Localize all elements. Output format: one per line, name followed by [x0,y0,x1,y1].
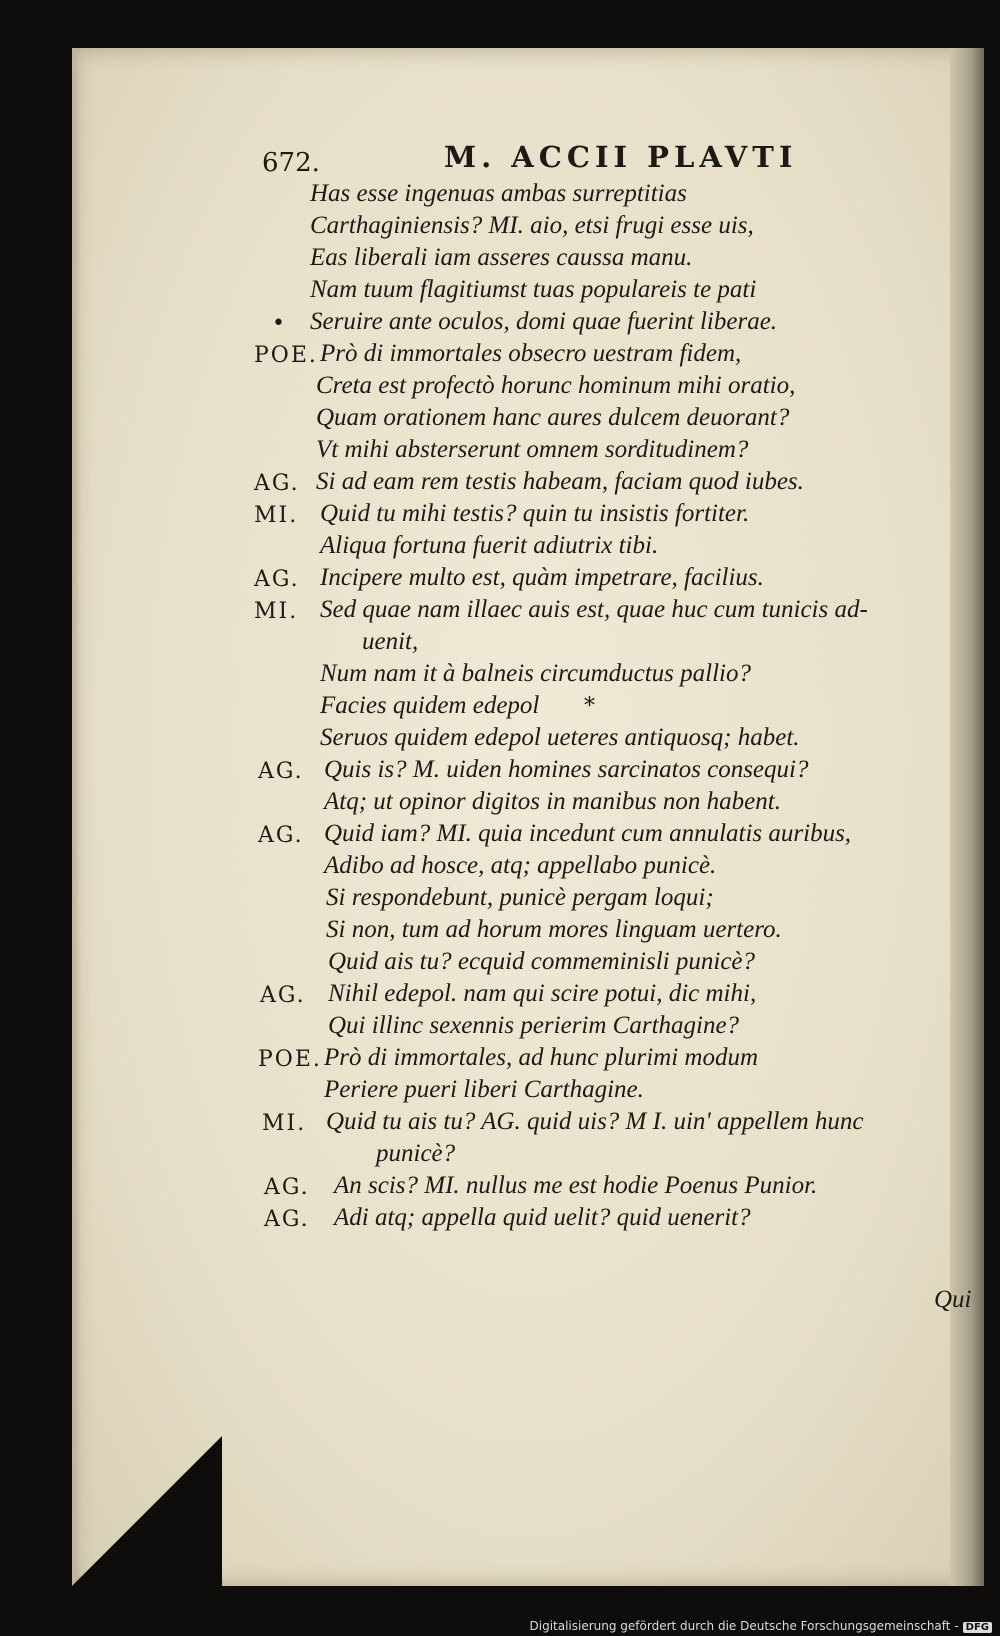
verse-line: Num nam it à balneis circumductus pallio? [320,660,751,687]
verse-line: Seruos quidem edepol ueteres antiquosq; habet. [320,724,800,751]
verse-line: Prò di immortales obsecro uestram fidem, [320,340,742,367]
verse-line: Vt mihi absterserunt omnem sorditudinem? [316,436,749,463]
verse-line: Periere pueri liberi Carthagine. [324,1076,644,1103]
verse-line: Incipere multo est, quàm impetrare, facilius. [320,564,764,591]
speaker-label: MI. [262,1111,307,1136]
catchword: Qui [934,1286,972,1313]
verse-line: Creta est profectò horunc hominum mihi oratio, [316,372,796,399]
verse-line: Quis is? M. uiden homines sarcinatos consequi? [324,756,809,783]
running-head: M. ACCII PLAVTI [444,140,798,174]
verse-line: Adibo ad hosce, atq; appellabo punicè. [324,852,717,879]
speaker-label: AG. [264,1175,310,1200]
footer-text: Digitalisierung gefördert durch die Deutsche Forschungsgemeinschaft - [529,1619,959,1633]
page-gutter [72,48,80,1586]
book-spine [950,48,984,1586]
verse-line: Eas liberali iam asseres caussa manu. [310,244,693,271]
verse-line: Qui illinc sexennis perierim Carthagine? [328,1012,740,1039]
speaker-label: AG. [258,759,304,784]
bullet-mark: • [272,311,287,336]
verse-line: Atq; ut opinor digitos in manibus non habent. [324,788,781,815]
speaker-label: MI. [254,503,299,528]
speaker-label: AG. [254,567,300,592]
verse-line: Quid iam? MI. quia incedunt cum annulatis auribus, [324,820,852,847]
verse-line: Si respondebunt, punicè pergam loqui; [326,884,714,911]
verse-line: Quid tu ais tu? AG. quid uis? M I. uin' appellem hunc [326,1108,864,1135]
verse-line: Adi atq; appella quid uelit? quid uenerit? [334,1204,751,1231]
verse-line: Si ad eam rem testis habeam, faciam quod iubes. [316,468,804,495]
speaker-label: AG. [258,823,304,848]
asterisk-mark: * [584,694,597,719]
speaker-label: POE. [258,1047,322,1072]
verse-line: An scis? MI. nullus me est hodie Poenus Punior. [334,1172,818,1199]
verse-line: Quid ais tu? ecquid commeminisli punicè? [328,948,756,975]
verse-line: Carthaginiensis? MI. aio, etsi frugi esse uis, [310,212,754,239]
verse-line: Sed quae nam illaec auis est, quae huc cum tunicis ad- [320,596,868,623]
verse-line: Nam tuum flagitiumst tuas populareis te pati [310,276,757,303]
book-page [72,48,984,1586]
verse-line: Seruire ante oculos, domi quae fuerint liberae. [310,308,778,335]
verse-line: uenit, [362,628,419,655]
speaker-label: POE. [254,343,318,368]
page-header [72,140,984,180]
speaker-label: AG. [254,471,300,496]
page-number: 672. [262,148,320,178]
verse-line: Quid tu mihi testis? quin tu insistis fortiter. [320,500,750,527]
verse-line: Facies quidem edepol [320,692,540,719]
speaker-label: AG. [264,1207,310,1232]
verse-line: punicè? [376,1140,456,1167]
verse-line: Nihil edepol. nam qui scire potui, dic mihi, [328,980,757,1007]
speaker-label: AG. [260,983,306,1008]
speaker-label: MI. [254,599,299,624]
verse-line: Prò di immortales, ad hunc plurimi modum [324,1044,759,1071]
torn-corner [72,1436,222,1586]
verse-line: Quam orationem hanc aures dulcem deuorant? [316,404,790,431]
digitization-footer [530,1619,993,1633]
dfg-logo: DFG [963,1622,992,1633]
verse-line: Has esse ingenuas ambas surreptitias [310,180,687,207]
verse-line: Si non, tum ad horum mores linguam uertero. [326,916,782,943]
verse-line: Aliqua fortuna fuerit adiutrix tibi. [320,532,659,559]
